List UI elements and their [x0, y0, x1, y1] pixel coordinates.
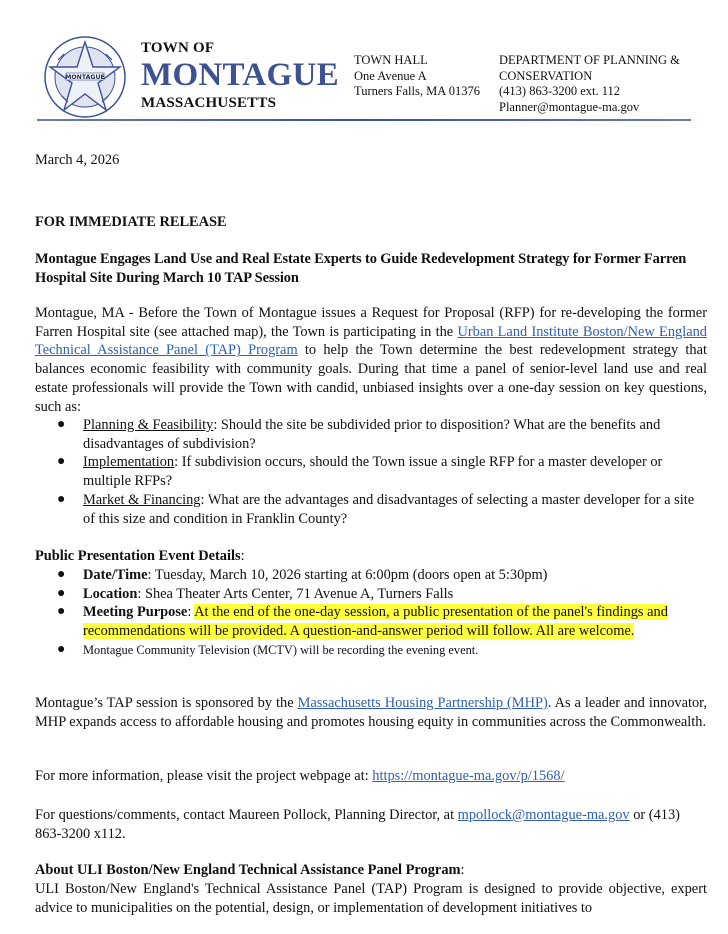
letterhead-divider — [37, 119, 691, 121]
key-questions-list — [35, 416, 707, 528]
headline: Montague Engages Land Use and Real Estate Experts to Guide Redevelopment Strategy for Former Farren Hospital Site During March 10 TAP Session — [35, 251, 687, 286]
department-email: Planner@montague-ma.gov — [499, 99, 640, 114]
more-info-text: For more information, please visit the project webpage at: — [35, 768, 373, 784]
list-item — [35, 416, 707, 453]
list-item — [35, 491, 707, 528]
list-item — [35, 641, 707, 660]
bullet-icon: ● — [57, 454, 66, 470]
svg-text:MONTAGUE: MONTAGUE — [65, 74, 105, 81]
bullet-icon: ● — [57, 491, 66, 507]
question-text: : Should the site be subdivided prior to disposition? What are the benefits and disadvantages of subdivision? — [83, 417, 661, 452]
question-label: Market & Financing — [83, 491, 201, 508]
city-line: Turners Falls, MA 01376 — [354, 84, 480, 98]
contact-paragraph — [35, 806, 707, 843]
intro-text-1: Montague, MA - Before the Town of Montague issues a Request for Proposal (RFP) for re-developing the former Farren Hospital site (see attached map), the Town is participating in the — [35, 305, 707, 340]
question-text: : What are the advantages and disadvantages of selecting a master developer for a site of this size and condition in Franklin County? — [83, 491, 695, 527]
department-line: DEPARTMENT OF PLANNING & — [499, 53, 680, 67]
sponsor-text-2: . As a leader and innovator, MHP expands access to affordable housing and promotes housing equity in communities across the Commonwealth. — [35, 695, 707, 730]
list-item — [35, 566, 707, 585]
contact-text-1: For questions/comments, contact Maureen Pollock, Planning Director, at — [35, 807, 458, 823]
sponsor-paragraph — [35, 694, 707, 731]
department-contact — [499, 53, 680, 115]
email-link[interactable]: mpollock@montague-ma.gov — [457, 807, 630, 823]
town-hall-line: TOWN HALL — [354, 53, 428, 67]
intro-paragraph — [35, 304, 707, 416]
question-text: : If subdivision occurs, should the Town issue a single RFP for a master developer or multiple RFPs? — [83, 454, 663, 490]
detail-text: : Shea Theater Arts Center, 71 Avenue A, Turners Falls — [137, 585, 454, 602]
list-item — [35, 585, 707, 604]
contact-text-2: or (413) 863-3200 x112. — [35, 807, 680, 842]
state-label: MASSACHUSETTS — [141, 95, 277, 111]
more-info-paragraph — [35, 767, 707, 786]
department-line-2: CONSERVATION — [499, 68, 593, 83]
street-line: One Avenue A — [354, 68, 427, 83]
detail-label: Location — [83, 585, 138, 602]
release-label: FOR IMMEDIATE RELEASE — [35, 214, 227, 230]
detail-label: Date/Time — [83, 567, 148, 583]
question-label: Implementation — [83, 454, 175, 471]
detail-separator: : — [187, 604, 195, 621]
sponsor-text-1: Montague’s TAP session is sponsored by the — [35, 695, 298, 711]
highlighted-purpose-text: At the end of the one-day session, a public presentation of the panel's findings and recommendations will be provided. A question-and-answer period will follow. All are welcome. — [83, 604, 668, 640]
question-label: Planning & Feasibility — [83, 417, 214, 433]
bullet-icon: ● — [57, 585, 66, 601]
mctv-note: Montague Community Television (MCTV) will be recording the evening event. — [83, 642, 479, 657]
department-phone: (413) 863-3200 ext. 112 — [499, 84, 621, 98]
uli-tap-link[interactable]: Urban Land Institute Boston/New England Technical Assistance Panel (TAP) Program — [35, 323, 707, 359]
project-webpage-link[interactable]: https://montague-ma.gov/p/1568/ — [372, 768, 565, 784]
bullet-icon: ● — [57, 641, 66, 657]
bullet-icon: ● — [57, 417, 66, 432]
about-heading-colon: : — [460, 862, 465, 878]
event-heading-text: Public Presentation Event Details — [35, 548, 241, 564]
detail-label: Meeting Purpose — [83, 604, 188, 621]
town-wordmark — [141, 40, 339, 111]
detail-text: : Tuesday, March 10, 2026 starting at 6:00pm (doors open at 5:30pm) — [147, 567, 548, 583]
town-of-label: TOWN OF — [141, 40, 215, 56]
mhp-link[interactable]: Massachusetts Housing Partnership (MHP) — [297, 695, 548, 711]
bullet-icon: ● — [57, 567, 66, 582]
bullet-icon: ● — [57, 604, 66, 620]
town-name: MONTAGUE — [141, 57, 339, 93]
town-hall-address — [354, 53, 480, 100]
release-date: March 4, 2026 — [35, 152, 120, 168]
event-heading-colon: : — [240, 548, 245, 564]
list-item — [35, 603, 707, 640]
list-item — [35, 453, 707, 490]
event-heading — [35, 547, 707, 566]
intro-text-2: to help the Town determine the best redevelopment strategy that balances economic feasibility with community goals. During that time a panel of senior-level land use and real estate professionals will provide the Town with candid, unbiased insights over a one-day session on key questions, such as: — [35, 342, 708, 415]
about-heading — [35, 861, 707, 880]
town-seal-icon — [44, 36, 126, 118]
event-details-list — [35, 566, 707, 660]
about-heading-text: About ULI Boston/New England Technical Assistance Panel Program — [35, 862, 461, 878]
about-paragraph: ULI Boston/New England's Technical Assistance Panel (TAP) Program is designed to provide objective, expert advice to municipalities on the potential, design, or implementation of development initiatives to — [35, 881, 707, 916]
